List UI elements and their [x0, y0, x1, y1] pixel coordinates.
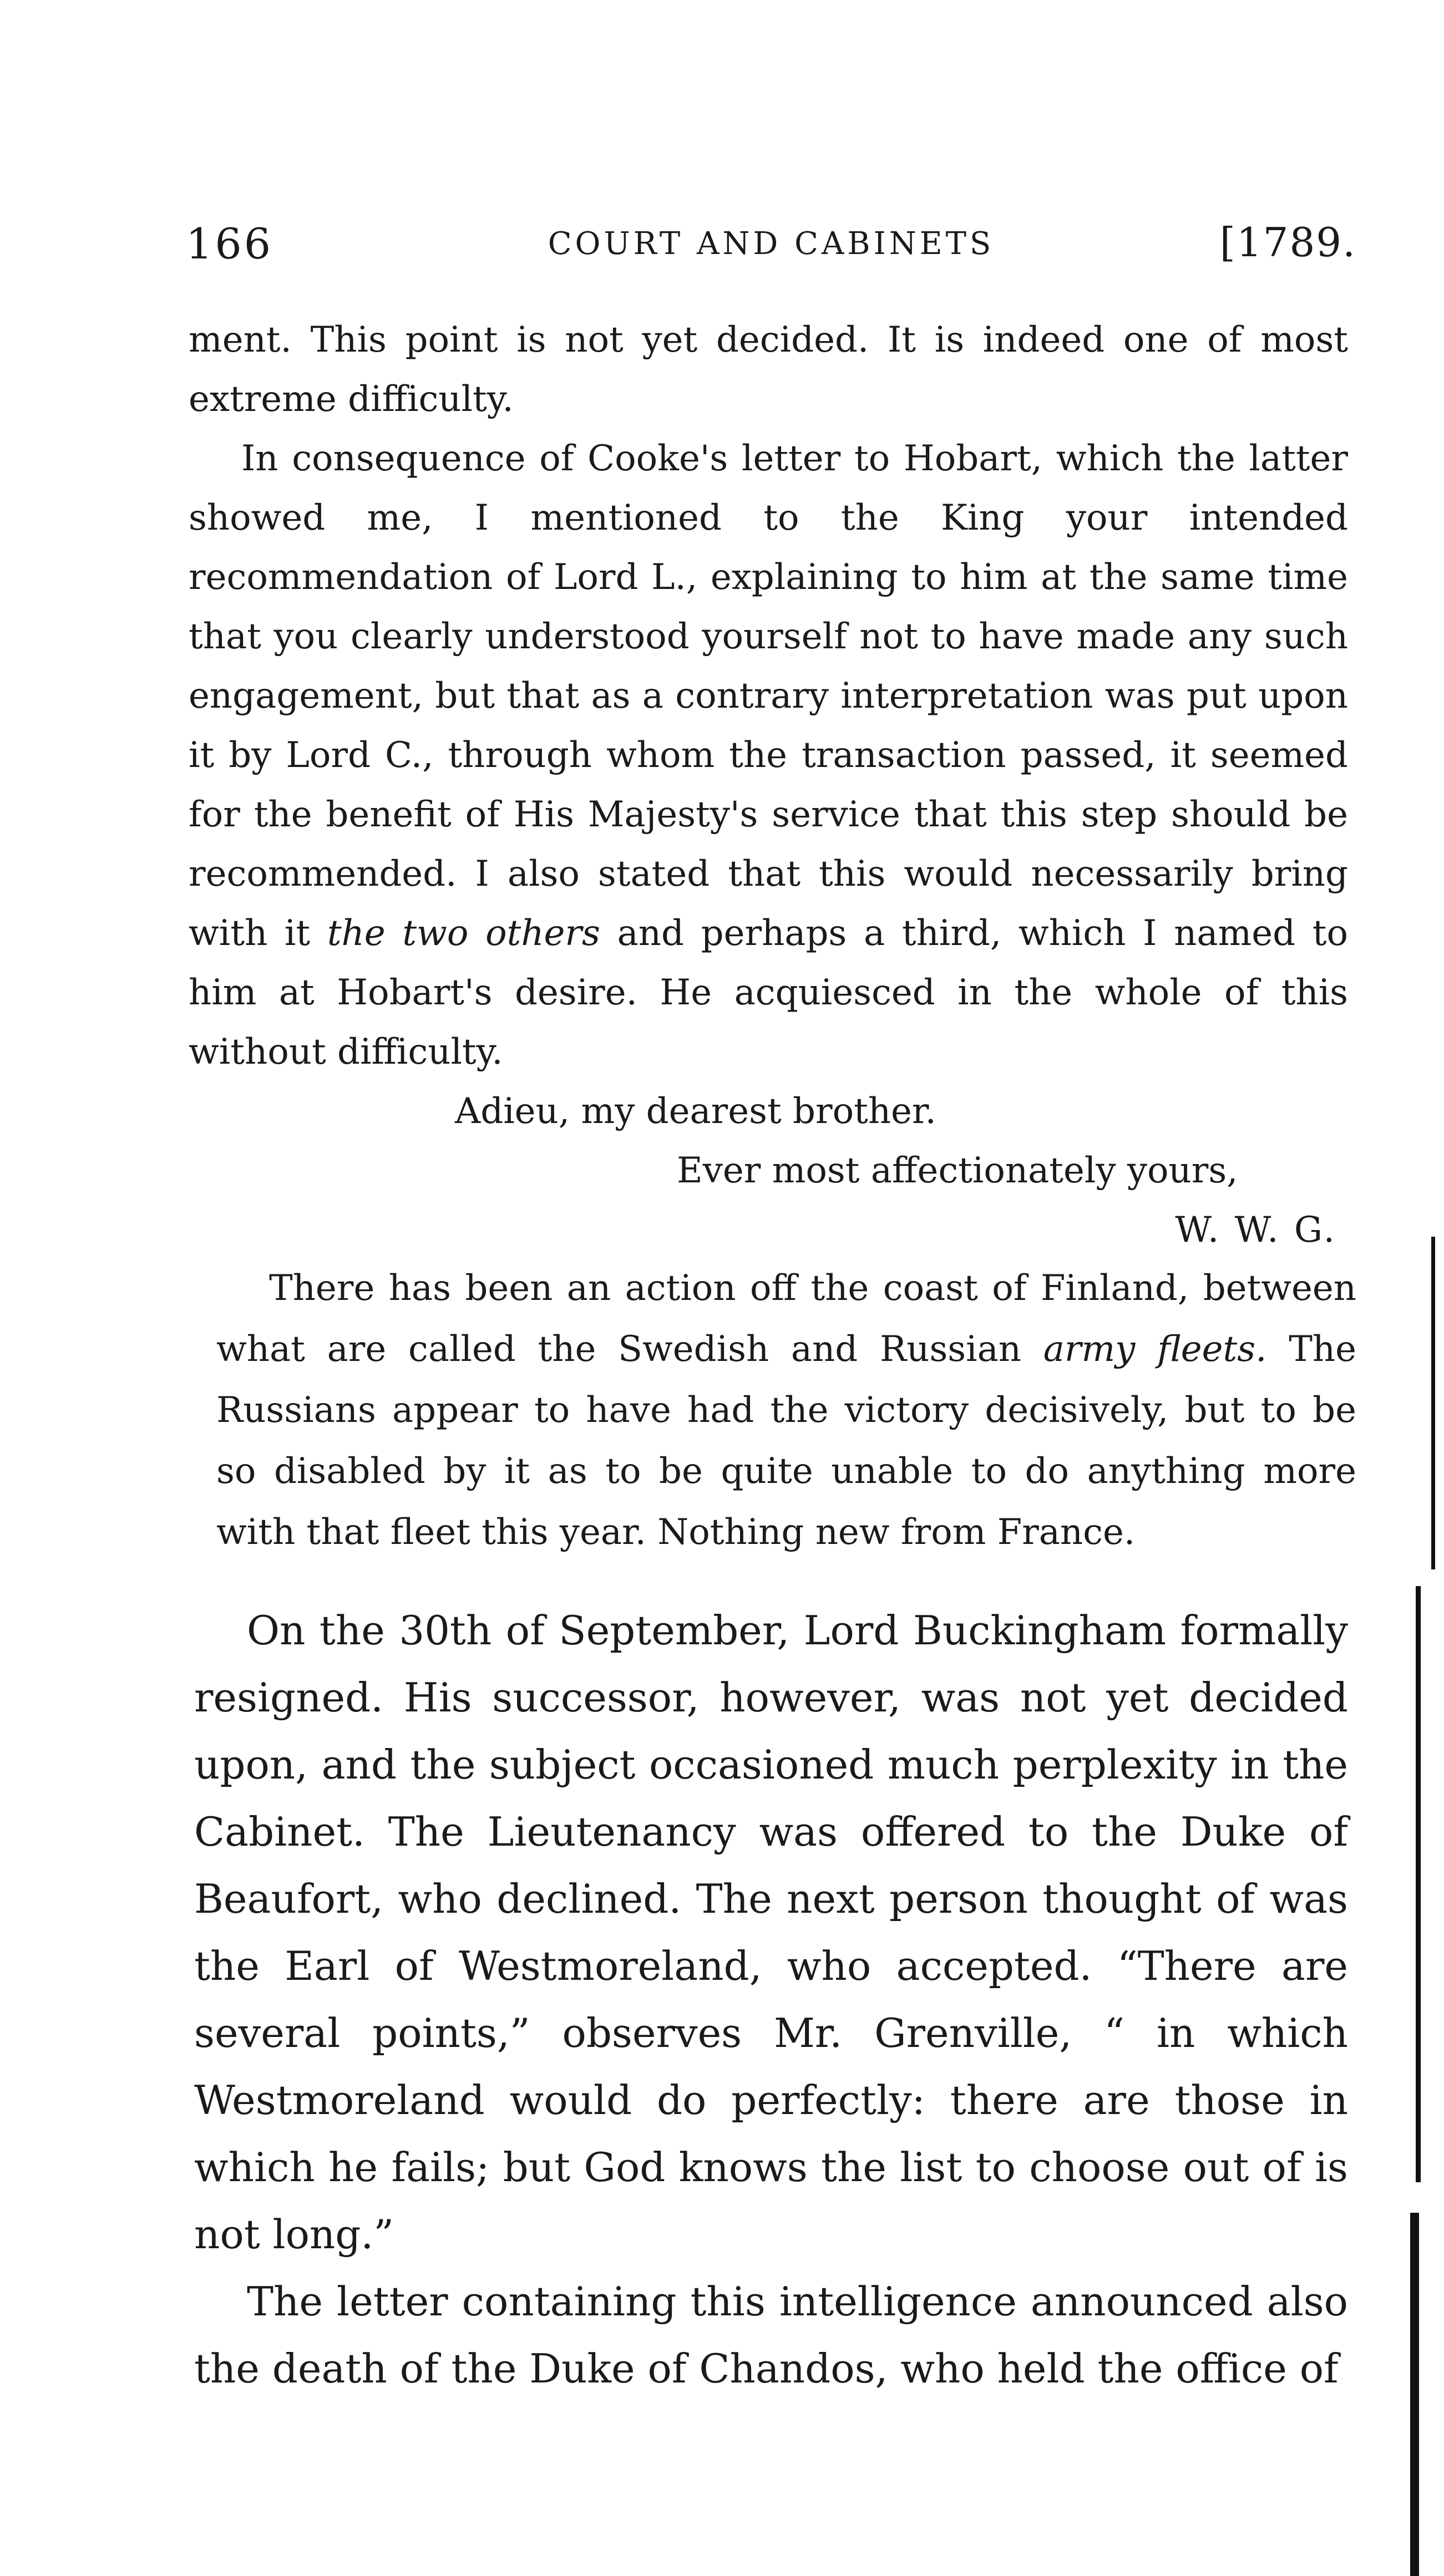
- margin-scan-line-3: [1410, 2213, 1419, 2576]
- running-year: [1789.: [1219, 219, 1356, 266]
- letter-closing-salutation: Adieu, my dearest brother.: [455, 1091, 936, 1132]
- letter-closing-valediction: Ever most affectionately yours,: [677, 1150, 1238, 1191]
- narrative-paragraph-1: On the 30th of September, Lord Buckingham formally resigned. His successor, however, was not yet decided upon, and the subject occasioned much perplexity in the Cabinet. The Lieutenancy was offered to the Duke of Beaufort, who declined. The next person thought of was the Earl of Westmoreland, who accepted. “There are several points,” observes Mr. Grenville, “ in which Westmoreland would do perfectly: there are those in which he fails; but God knows the list to choose out of is not long.”: [194, 1607, 1348, 2258]
- letter-paragraph-1: ment. This point is not yet decided. It is indeed one of most extreme difficulty.: [189, 319, 1348, 420]
- postscript-paragraph: [216, 1258, 1356, 1563]
- margin-scan-line-2: [1416, 1586, 1421, 2182]
- running-title: COURT AND CABINETS: [548, 226, 995, 262]
- narrative-text: [194, 1597, 1348, 2402]
- letter-paragraph-2: [189, 429, 1348, 1082]
- postscript-text: [216, 1258, 1356, 1563]
- letter-paragraph-2-start: In consequence of Cooke's letter to Hobart, which the latter showed me, I mentioned to the King your intended recommendation of Lord L., explaining to him at the same time that you clearly understood yourself not to have made any such engagement, but that as a contrary interpretation was put upon it by Lord C., through whom the transaction passed, it seemed for the benefit of His Majesty's service that this step should be recommended. I also stated that this would necessarily bring with it: [189, 438, 1348, 954]
- margin-scan-line-1: [1431, 1237, 1435, 1569]
- postscript-end: The Russians appear to have had the victory decisively, but to be so disabled by it as to be quite unable to do anything more with that fleet this year. Nothing new from France.: [216, 1329, 1357, 1553]
- letter-italic-phrase: the two others: [327, 913, 600, 954]
- narrative-paragraph-2: The letter containing this intelligence announced also the death of the Duke of Chandos, who held the office of: [194, 2278, 1348, 2392]
- page-number: 166: [186, 219, 273, 268]
- letter-paragraph-2-end: and perhaps a third, which I named to him at Hobart's desire. He acquiesced in the whole of this without difficulty.: [189, 913, 1349, 1073]
- running-head: [186, 219, 1356, 269]
- letter-signature: W. W. G.: [1175, 1210, 1337, 1251]
- postscript-italic-phrase: army fleets.: [1043, 1329, 1267, 1370]
- letter-text: [189, 311, 1348, 1260]
- postscript-start: There has been an action off the coast of Finland, between what are called the Swedish and Russian: [216, 1268, 1356, 1370]
